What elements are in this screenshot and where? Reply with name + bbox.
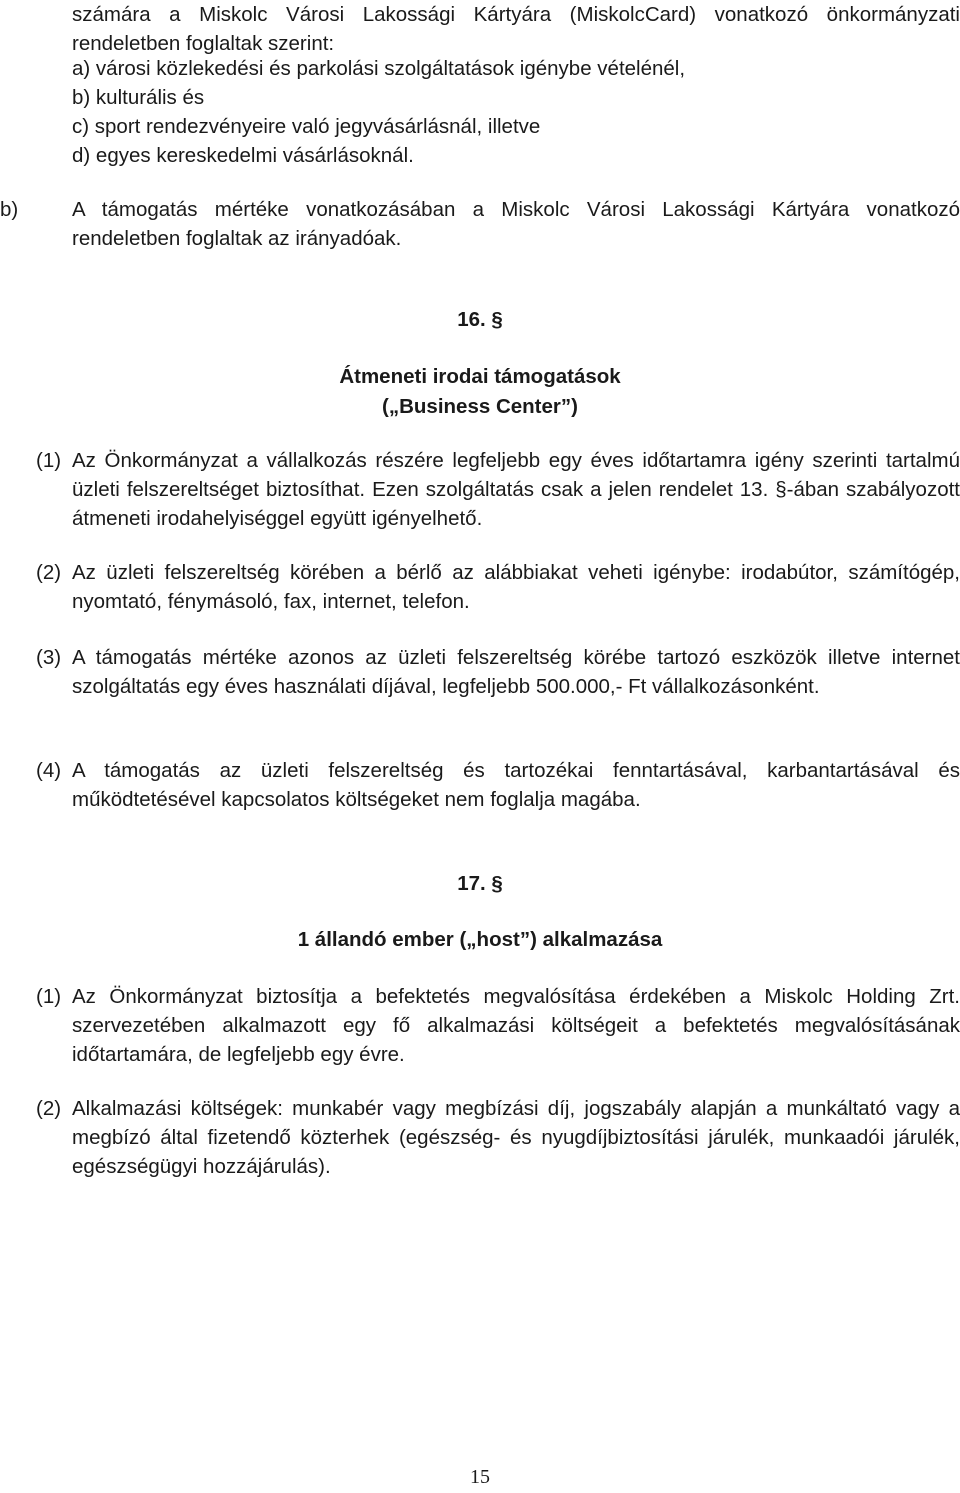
- section-16-paragraph-2: [36, 558, 960, 616]
- paragraph-text: A támogatás az üzleti felszereltség és tartozékai fenntartásával, karbantartásával és működtetésével kapcsolatos költségeket nem foglalja magába.: [72, 759, 960, 811]
- paragraph-text: Az üzleti felszereltség körében a bérlő az alábbiakat veheti igénybe: irodabútor, számítógép, nyomtató, fénymásoló, fax, internet, telefon.: [72, 561, 960, 613]
- paragraph-label: (2): [36, 561, 62, 584]
- list-item: a) városi közlekedési és parkolási szolgáltatások igénybe vételénél,: [72, 57, 686, 80]
- section-17-title: 1 állandó ember („host”) alkalmazása: [297, 928, 663, 951]
- section-16-paragraph-3: [36, 643, 960, 701]
- list-item: c) sport rendezvényeire való jegyvásárlásnál, illetve: [72, 115, 541, 138]
- section-16-subtitle: („Business Center”): [382, 395, 578, 418]
- section-16-paragraph-4: [36, 756, 960, 814]
- paragraph-label: (3): [36, 646, 62, 669]
- paragraph-label: (1): [36, 985, 62, 1008]
- section-16-number: 16. §: [457, 308, 503, 331]
- intro-paragraph: számára a Miskolc Városi Lakossági Kártyára (MiskolcCard) vonatkozó önkormányzati rendeletben foglaltak szerint:: [72, 3, 960, 55]
- paragraph-label: (4): [36, 759, 62, 782]
- intro-list: [72, 54, 960, 170]
- list-item: b) kulturális és: [72, 86, 205, 109]
- paragraph-text: Alkalmazási költségek: munkabér vagy megbízási díj, jogszabály alapján a munkáltató vagy a megbízó által fizetendő közterhek (egészség- és nyugdíjbiztosítási járulék, munkaadói járulék, egészségügyi hozzájárulás).: [72, 1097, 960, 1178]
- paragraph-label: (2): [36, 1097, 62, 1120]
- paragraph-text: Az Önkormányzat biztosítja a befektetés megvalósítása érdekében a Miskolc Holding Zrt. szervezetében alkalmazott egy fő alkalmazási költségeit a befektetés megvalósításának időtartamára, de legfeljebb egy évre.: [72, 985, 960, 1066]
- paragraph-text: Az Önkormányzat a vállalkozás részére legfeljebb egy éves időtartamra igény szerinti tartalmú üzleti felszereltséget biztosíthat. Ezen szolgáltatás csak a jelen rendelet 13. §-ában szabályozott átmeneti irodahelyiséggel együtt igényelhető.: [72, 449, 960, 530]
- section-17-number: 17. §: [457, 872, 503, 895]
- paragraph-text: A támogatás mértéke vonatkozásában a Miskolc Városi Lakossági Kártyára vonatkozó rendeletben foglaltak az irányadóak.: [72, 198, 960, 250]
- paragraph-b: [0, 195, 960, 253]
- page-number: 15: [470, 1466, 490, 1488]
- paragraph-text: A támogatás mértéke azonos az üzleti felszereltség körébe tartozó eszközök illetve internet szolgáltatás egy éves használati díjával, legfeljebb 500.000,- Ft vállalkozásonként.: [72, 646, 960, 698]
- list-item: d) egyes kereskedelmi vásárlásoknál.: [72, 144, 414, 167]
- section-16-title: Átmeneti irodai támogatások: [339, 365, 621, 388]
- paragraph-label: b): [0, 198, 19, 221]
- section-16-paragraph-1: [36, 446, 960, 533]
- paragraph-label: (1): [36, 449, 62, 472]
- section-17-paragraph-2: [36, 1094, 960, 1181]
- section-17-paragraph-1: [36, 982, 960, 1069]
